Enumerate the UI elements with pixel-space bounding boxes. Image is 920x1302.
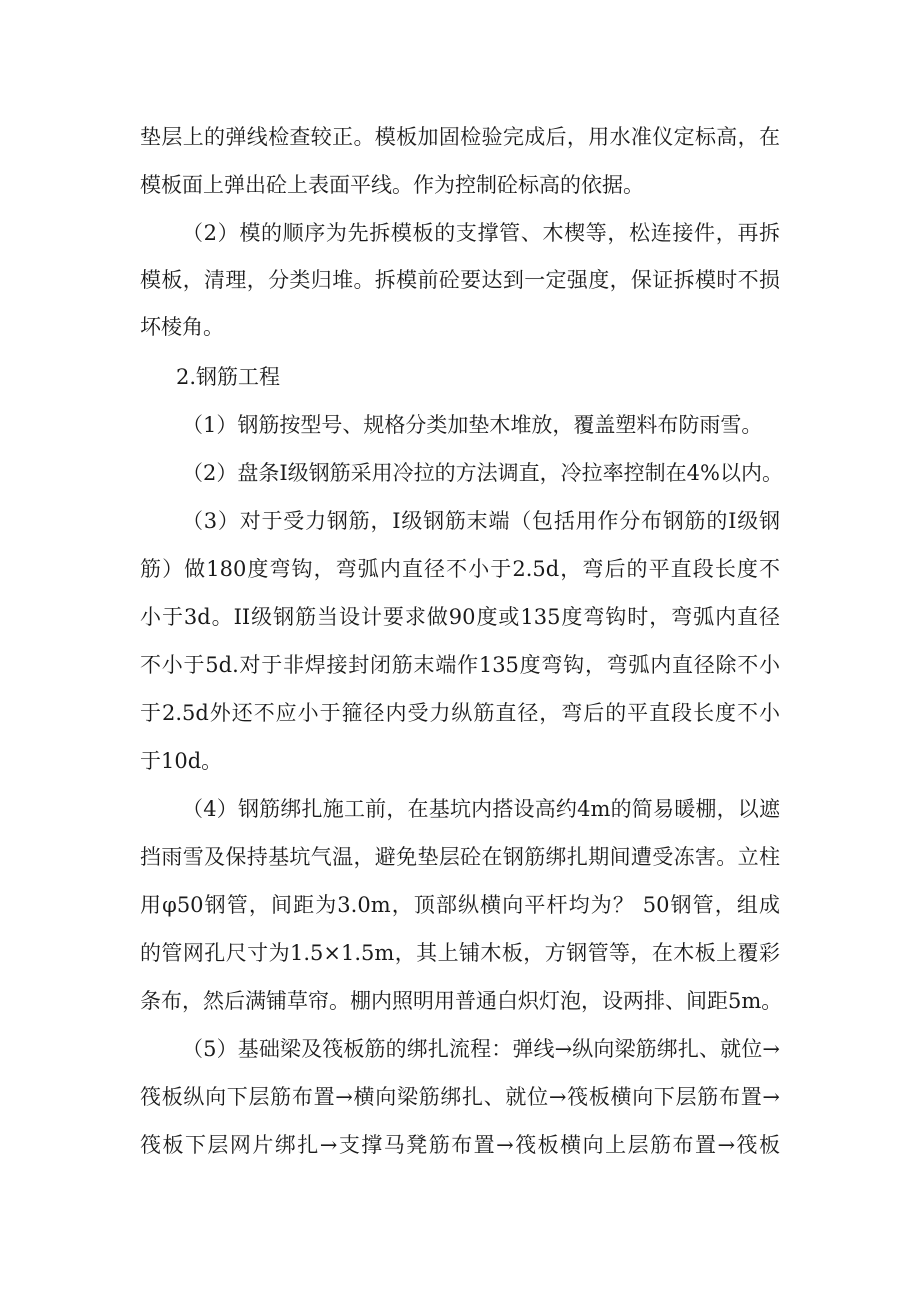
text-line: 于2.5d外还不应小于箍径内受力纵筋直径，弯后的平直段长度不小 bbox=[140, 701, 780, 725]
text-line: 于10d。 bbox=[140, 749, 223, 773]
section-heading: 2.钢筋工程 bbox=[176, 365, 281, 389]
paragraph-line: （4）钢筋绑扎施工前，在基坑内搭设高约4m的简易暖棚，以遮 bbox=[182, 797, 780, 821]
text-line: 筋）做180度弯钩，弯弧内直径不小于2.5d，弯后的平直段长度不 bbox=[140, 557, 780, 581]
paragraph-line: （2）模的顺序为先拆模板的支撑管、木楔等，松连接件，再拆 bbox=[182, 221, 780, 245]
text-line: 不小于5d.对于非焊接封闭筋末端作135度弯钩，弯弧内直径除不小 bbox=[140, 653, 780, 677]
paragraph-line: （3）对于受力钢筋，Ⅰ级钢筋末端（包括用作分布钢筋的Ⅰ级钢 bbox=[182, 509, 780, 533]
text-line: 用φ50钢管，间距为3.0m，顶部纵横向平杆均为？ 50钢管，组成 bbox=[140, 893, 780, 917]
text-line: 的管网孔尺寸为1.5×1.5m，其上铺木板，方钢管等，在木板上覆彩 bbox=[140, 941, 780, 965]
text-line: 模板，清理，分类归堆。拆模前砼要达到一定强度，保证拆模时不损 bbox=[140, 268, 780, 292]
text-line: 筏板下层网片绑扎→支撑马凳筋布置→筏板横向上层筋布置→筏板 bbox=[140, 1133, 780, 1157]
text-line: 模板面上弹出砼上表面平线。作为控制砼标高的依据。 bbox=[140, 173, 644, 197]
text-line: 坏棱角。 bbox=[140, 315, 224, 339]
paragraph-line: （5）基础梁及筏板筋的绑扎流程：弹线→纵向梁筋绑扎、就位→ bbox=[182, 1037, 780, 1061]
text-line: 挡雨雪及保持基坑气温，避免垫层砼在钢筋绑扎期间遭受冻害。立柱 bbox=[140, 845, 780, 869]
paragraph-line: （2）盘条Ⅰ级钢筋采用冷拉的方法调直，冷拉率控制在4%以内。 bbox=[182, 461, 783, 485]
text-line: 垫层上的弹线检查较正。模板加固检验完成后，用水准仪定标高，在 bbox=[140, 125, 780, 149]
text-line: 筏板纵向下层筋布置→横向梁筋绑扎、就位→筏板横向下层筋布置→ bbox=[140, 1085, 780, 1109]
paragraph-line: （1）钢筋按型号、规格分类加垫木堆放，覆盖塑料布防雨雪。 bbox=[182, 413, 763, 437]
text-line: 小于3d。II级钢筋当设计要求做90度或135度弯钩时，弯弧内直径 bbox=[140, 605, 780, 629]
text-line: 条布，然后满铺草帘。棚内照明用普通白炽灯泡，设两排、间距5m。 bbox=[140, 989, 783, 1013]
